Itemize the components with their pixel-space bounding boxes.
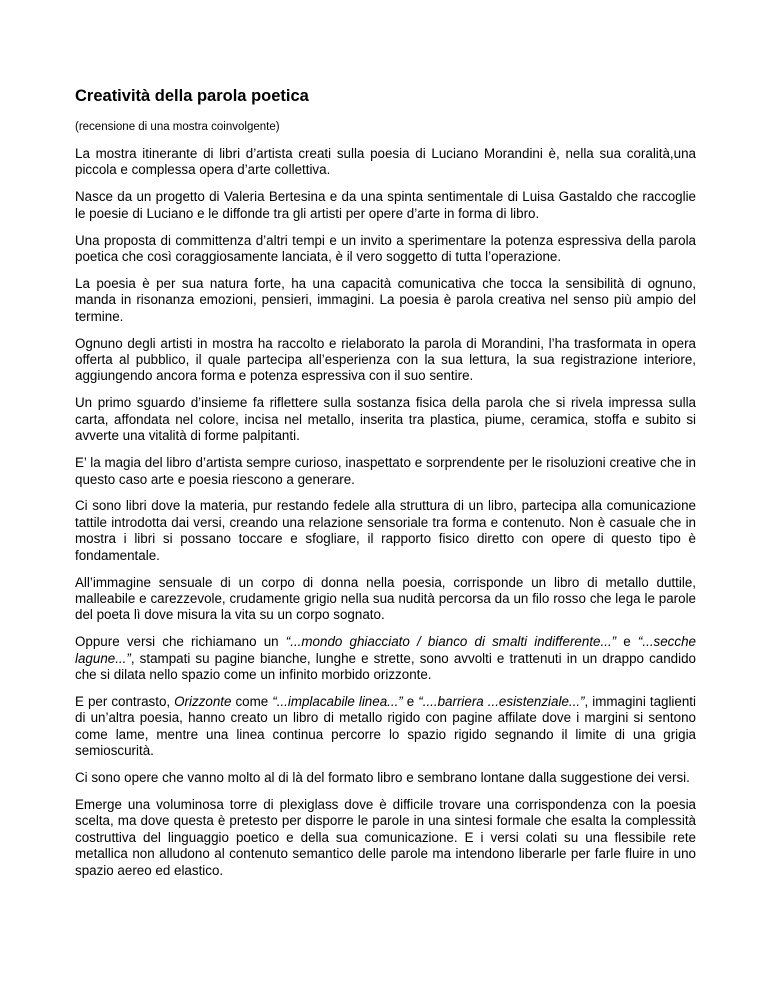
quotation-italic: “...implacabile linea...” xyxy=(272,693,403,709)
paragraph xyxy=(75,797,696,879)
paragraph-text: come xyxy=(231,693,273,709)
paragraph-text: E’ la magia del libro d’artista sempre curioso, inaspettato e sorprendente per le risoluzioni creative che in questo caso arte e poesia riescono a generare. xyxy=(75,455,696,487)
paragraph xyxy=(75,498,696,564)
paragraph xyxy=(75,575,696,624)
paragraph-text: , stampati su pagine bianche, lunghe e strette, sono avvolti e trattenuti in un drappo candido che si dilata nello spazio come un infinito morbido orizzonte. xyxy=(75,650,696,683)
paragraph-text: La mostra itinerante di libri d’artista creati sulla poesia di Luciano Morandini è, nella sua coralità,una piccola e complessa opera d’arte collettiva. xyxy=(75,146,696,178)
paragraph-text: Un primo sguardo d’insieme fa riflettere sulla sostanza fisica della parola che si rivela impressa sulla carta, affondata nel colore, incisa nel metallo, inserita tra plastica, piume, ceramica, stoffa e subito si avverte una vitalità di forme palpitanti. xyxy=(75,395,696,444)
document-page xyxy=(75,86,696,890)
paragraph-text: All’immagine sensuale di un corpo di donna nella poesia, corrisponde un libro di metallo duttile, malleabile e carezzevole, crudamente grigio nella sua nudità percorsa da un filo rosso che lega le parole del poeta lì dove misura la vita su un corpo sognato. xyxy=(75,574,696,623)
paragraph xyxy=(75,189,696,222)
paragraph xyxy=(75,770,696,786)
paragraph-text: La poesia è per sua natura forte, ha una capacità comunicativa che tocca la sensibilità di ognuno, manda in risonanza emozioni, pensieri, immagini. La poesia è parola creativa nel senso più ampio del termine. xyxy=(75,275,696,324)
paragraph-text: E per contrasto, xyxy=(75,693,175,709)
quotation-italic: “...secche lagune...” xyxy=(75,634,696,666)
paragraph-text: Ognuno degli artisti in mostra ha raccolto e rielaborato la parola di Morandini, l’ha trasformata in opera offerta al pubblico, il quale partecipa all’esperienza con la sua lettura, la sua registrazione interiore, aggiungendo ancora forma e potenza espressiva con il suo sentire. xyxy=(75,335,696,384)
paragraph xyxy=(75,634,696,683)
paragraph xyxy=(75,233,696,266)
paragraph-text: Una proposta di committenza d’altri tempi e un invito a sperimentare la potenza espressiva della parola poetica che così coraggiosamente lanciata, è il vero soggetto di tutta l’operazione. xyxy=(75,232,696,265)
document-title: Creatività della parola poetica xyxy=(75,87,309,105)
paragraph xyxy=(75,694,696,760)
paragraph-text: e xyxy=(402,693,419,709)
paragraph-text: Nasce da un progetto di Valeria Bertesina e da una spinta sentimentale di Luisa Gastaldo che raccoglie le poesie di Luciano e le diffonde tra gli artisti per opere d’arte in forma di libro. xyxy=(75,189,696,221)
paragraph xyxy=(75,146,696,179)
paragraph-text: Emerge una voluminosa torre di plexiglass dove è difficile trovare una corrispondenza con la poesia scelta, ma dove questa è pretesto per disporre le parole in una sintesi formale che esalta la complessità costruttiva del linguaggio poetico e della sua comunicazione. E i versi colati su una flessibile rete metallica non alludono al contenuto semantico delle parole ma intendono liberarle per farle fluire in uno spazio aereo ed elastico. xyxy=(75,797,696,878)
paragraph-text: Ci sono opere che vanno molto al di là del formato libro e sembrano lontane dalla suggestione dei versi. xyxy=(75,770,690,786)
paragraph-text: e xyxy=(616,634,638,650)
document-subtitle: (recensione di una mostra coinvolgente) xyxy=(75,121,280,133)
paragraph-text: Ci sono libri dove la materia, pur restando fedele alla struttura di un libro, partecipa alla comunicazione tattile introdotta dai versi, creando una relazione sensoriale tra forma e contenuto. Non è casuale che in mostra i libri si possano toccare e sfogliare, il rapporto fisico diretto con opere di questo tipo è fondamentale. xyxy=(75,498,696,563)
paragraph xyxy=(75,336,696,385)
paragraph xyxy=(75,276,696,325)
paragraph xyxy=(75,455,696,488)
paragraph-text: , immagini taglienti di un’altra poesia, hanno creato un libro di metallo rigido con pagine affilate dove i margini si sentono come lame, mentre una linea continua percorre lo spazio rigido segnando il limite di una grigia semioscurità. xyxy=(75,693,696,759)
paragraph-text: Oppure versi che richiamano un xyxy=(75,634,286,650)
quotation-italic: Orizzonte xyxy=(174,693,232,709)
paragraph xyxy=(75,395,696,444)
quotation-italic: “....barriera ...esistenziale...” xyxy=(418,693,585,709)
quotation-italic: “...mondo ghiacciato / bianco di smalti indifferente...” xyxy=(285,634,617,650)
